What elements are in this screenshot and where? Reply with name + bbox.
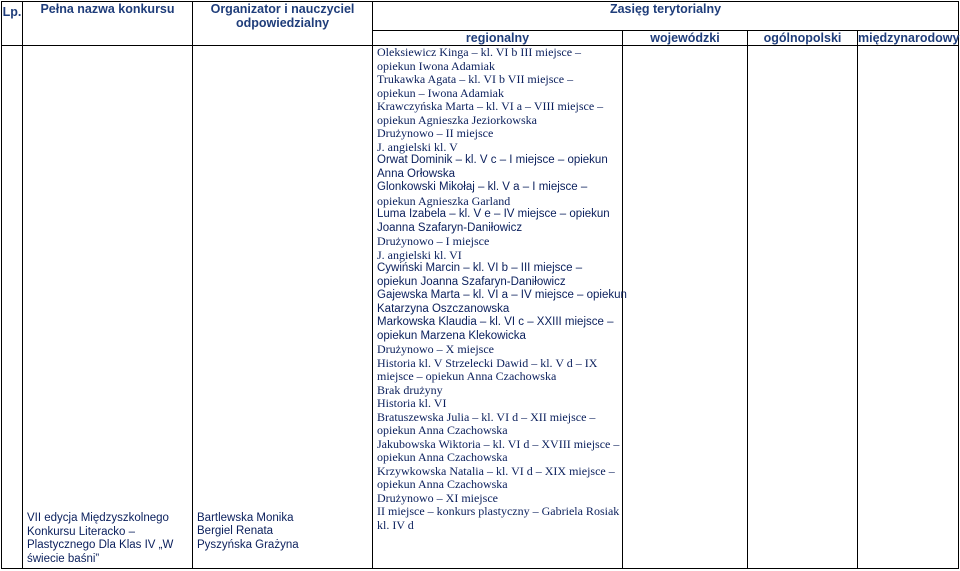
- competition-name-line: Plastycznego Dla Klas IV „W: [27, 539, 174, 551]
- result-line: Drużynowo – XI miejsce: [377, 490, 498, 505]
- result-line: opiekun Agnieszka Garland: [377, 193, 511, 208]
- header-voivodeship: wojewódzki: [623, 31, 748, 46]
- result-line: Katarzyna Oszczanowska: [377, 302, 510, 315]
- table-row: [2, 46, 959, 569]
- result-line: Gajewska Marta – kl. VI a – IV miejsce – opiekun: [377, 289, 627, 301]
- result-line: Drużynowo – I miejsce: [377, 234, 490, 248]
- results-list: [373, 45, 627, 532]
- cell-national: [748, 46, 858, 569]
- result-line: Trukawka Agata – kl. VI b VII miejsce –: [377, 72, 574, 86]
- organizer-name: Pyszyńska Grażyna: [197, 538, 299, 551]
- result-line: Brak drużyny: [377, 382, 443, 397]
- competition-name-line: Konkursu Literacko –: [27, 525, 136, 538]
- organizer-list: [197, 512, 370, 553]
- cell-lp: [2, 46, 23, 569]
- organizer-name: Bartlewska Monika: [197, 511, 294, 524]
- cell-voivodeship: [623, 46, 748, 569]
- header-competition-name: Pełna nazwa konkursu: [23, 2, 193, 46]
- header-organizer: Organizator i nauczyciel odpowiedzialny: [193, 2, 373, 46]
- result-line: J. angielski kl. VI: [377, 247, 462, 262]
- header-row: [2, 2, 959, 31]
- result-line: opiekun Marzena Klekowicka: [377, 329, 526, 342]
- result-line: Historia kl. V Strzelecki Dawid – kl. V d – IX: [377, 355, 598, 370]
- cell-international: [858, 46, 959, 569]
- competition-name-line: VII edycja Międzyszkolnego: [27, 512, 169, 524]
- result-line: Cywiński Marcin – kl. VI b – III miejsce –: [377, 262, 583, 274]
- header-lp: Lp.: [2, 2, 23, 46]
- cell-competition-name: [23, 46, 193, 569]
- header-regional: regionalny: [373, 31, 623, 46]
- result-line: II miejsce – konkurs plastyczny – Gabriela Rosiak: [377, 504, 620, 518]
- competition-name-text: [27, 512, 190, 566]
- result-line: Drużynowo – X miejsce: [377, 342, 494, 356]
- result-line: Orwat Dominik – kl. V c – I miejsce – opiekun: [377, 154, 608, 166]
- result-line: Luma Izabela – kl. V e – IV miejsce – opiekun: [377, 208, 610, 220]
- organizer-name: Bergiel Renata: [197, 525, 274, 537]
- result-line: opiekun Anna Czachowska: [377, 423, 508, 437]
- result-line: J. angielski kl. V: [377, 139, 458, 154]
- result-line: Markowska Klaudia – kl. VI c – XXIII miejsce –: [377, 316, 614, 328]
- header-territorial-scope: Zasięg terytorialny: [373, 2, 959, 31]
- result-line: opiekun Joanna Szafaryn-Daniłowicz: [377, 275, 566, 288]
- result-line: opiekun Anna Czachowska: [377, 477, 508, 491]
- result-line: Bratuszewska Julia – kl. VI d – XII miejsce –: [377, 409, 596, 424]
- header-international: międzynarodowy: [858, 31, 960, 45]
- header-national: ogólnopolski: [748, 31, 858, 46]
- result-line: Glonkowski Mikołaj – kl. V a – I miejsce –: [377, 181, 588, 193]
- result-line: opiekun Agnieszka Jeziorkowska: [377, 112, 537, 127]
- result-line: Joanna Szafaryn-Daniłowicz: [377, 221, 523, 234]
- result-line: Jakubowska Wiktoria – kl. VI d – XVIII miejsce –: [377, 436, 620, 451]
- result-line: Anna Orłowska: [377, 167, 455, 180]
- result-line: opiekun Anna Czachowska: [377, 450, 508, 464]
- cell-regional-results: [373, 45, 627, 569]
- competition-name-line: świecie baśni”: [27, 552, 100, 565]
- result-line: miejsce – opiekun Anna Czachowska: [377, 369, 557, 383]
- result-line: kl. IV d: [377, 517, 414, 532]
- result-line: Krzywkowska Natalia – kl. VI d – XIX miejsce –: [377, 463, 615, 478]
- result-line: Drużynowo – II miejsce: [377, 126, 494, 140]
- result-line: Oleksiewicz Kinga – kl. VI b III miejsce –: [377, 45, 582, 59]
- result-line: Historia kl. VI: [377, 396, 447, 410]
- result-line: opiekun Iwona Adamiak: [377, 58, 495, 73]
- results-table: [1, 1, 959, 569]
- cell-organizer: [193, 46, 373, 569]
- result-line: Krawczyńska Marta – kl. VI a – VIII miejsce –: [377, 99, 604, 113]
- result-line: opiekun – Iwona Adamiak: [377, 85, 504, 100]
